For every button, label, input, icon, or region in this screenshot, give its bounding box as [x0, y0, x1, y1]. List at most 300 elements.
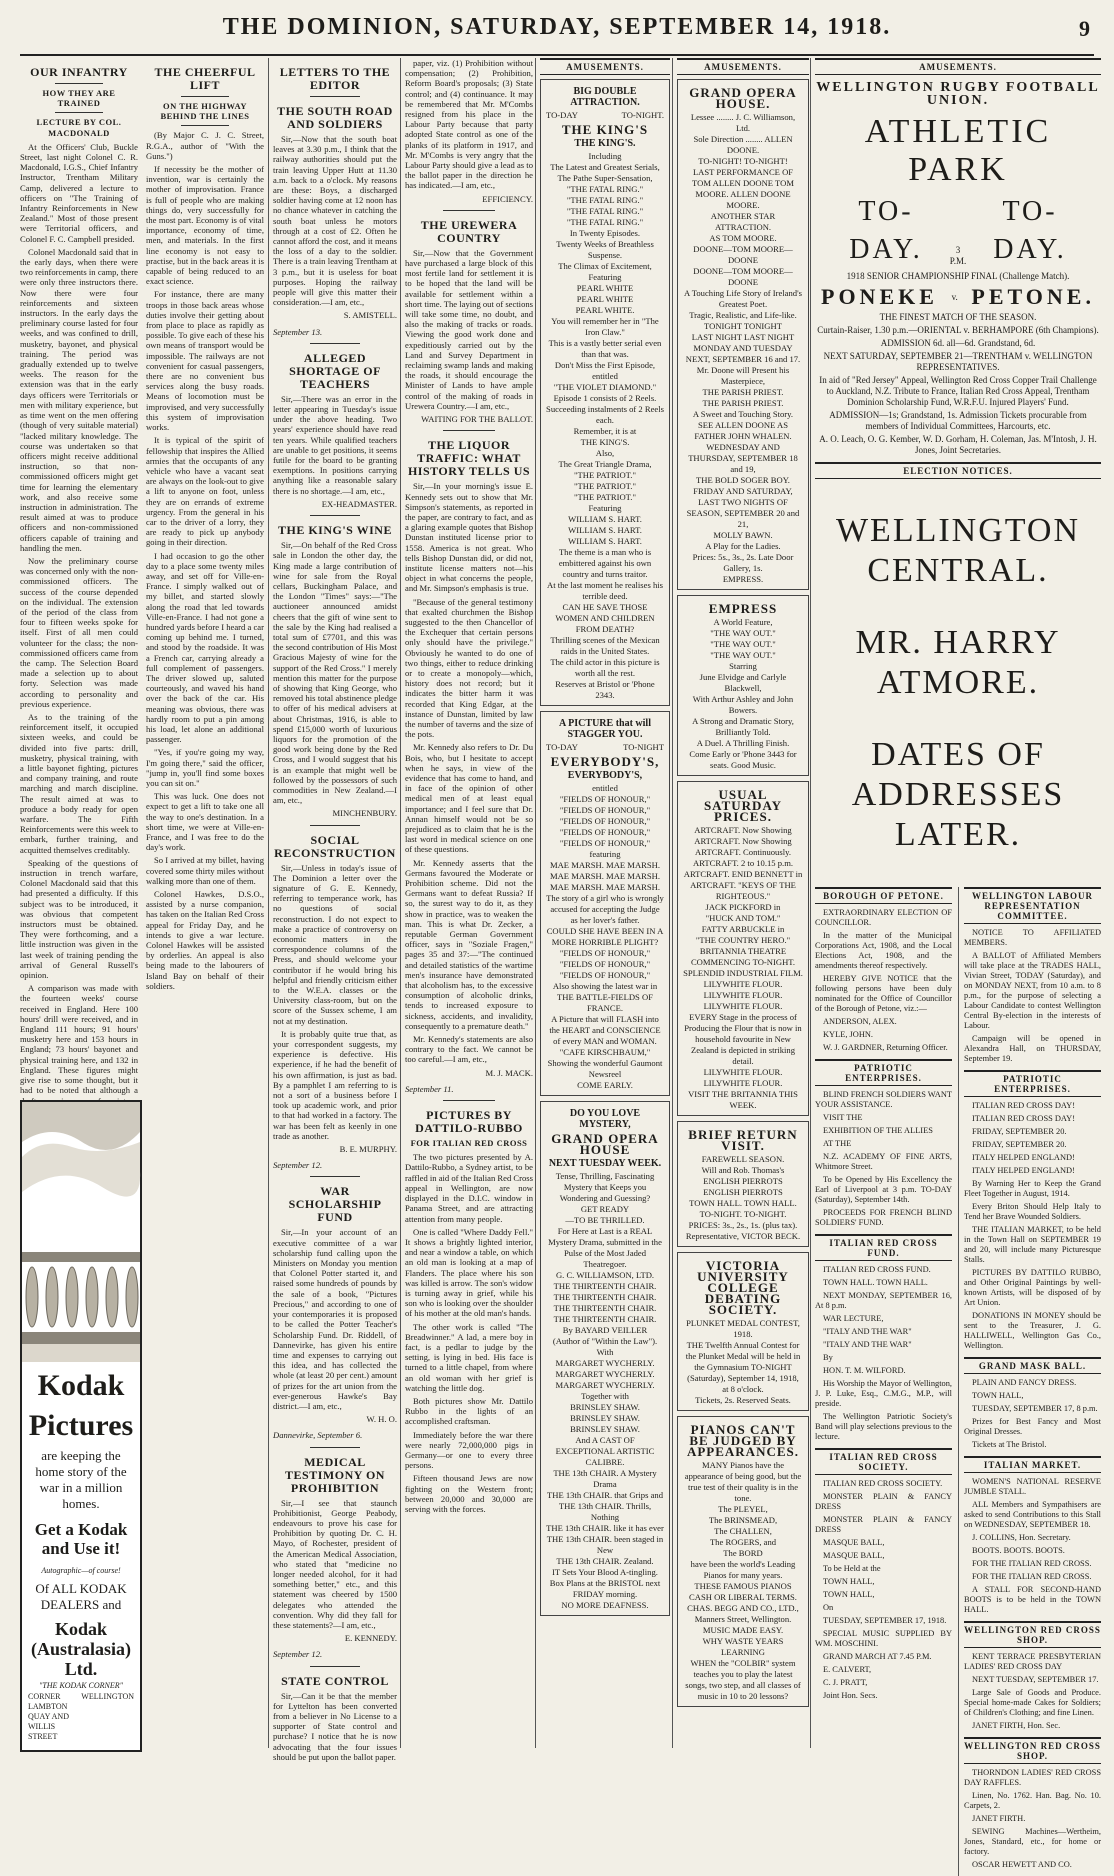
letter-date: Dannevirke, September 6.: [273, 1430, 363, 1441]
notice-title: ITALIAN RED CROSS FUND.: [815, 1234, 952, 1261]
advert-line: LAST NIGHT LAST NIGHT: [691, 332, 795, 343]
kodak-corner: "THE KODAK CORNER": [38, 1681, 124, 1690]
advert-line: PEARL WHITE: [576, 283, 634, 294]
letter-headline: WAR SCHOLARSHIP FUND: [288, 1184, 382, 1225]
advert-line: LILYWHITE FLOUR.: [703, 979, 783, 990]
notice-line: FOR THE ITALIAN RED CROSS.: [972, 1559, 1092, 1569]
notice-line: W. J. GARDNER, Returning Officer.: [823, 1043, 948, 1053]
advert-line: Will and Rob. Thomas's: [701, 1165, 785, 1176]
advert-line: TONIGHT TONIGHT: [704, 321, 782, 332]
advert-line: THE 13th CHAIR. like it has ever: [546, 1523, 664, 1534]
advert-line: The Pathe Super-Sensation,: [557, 173, 653, 184]
notice-line: PICTURES BY DATTILO RUBBO, and Other Original Paintings by well-known Artists, will be disposed of by Art Union.: [964, 1268, 1101, 1308]
rugby-note: In aid of "Red Jersey" Appeal, Wellington Red Cross Copper Trail Challenge to Auckland, N.Z. Tribute to France, Italian Red Cross Appeal, Trentham Dominion Scholarship Fund, W.R.F.U. Injured Players' Fund.: [819, 375, 1097, 408]
notice-title: ITALIAN MARKET.: [964, 1456, 1101, 1473]
advert-line: "THE WAY OUT.": [710, 639, 776, 650]
advert-line: The ROGERS, and: [709, 1537, 777, 1548]
notice-line: ITALY HELPED ENGLAND!: [972, 1153, 1075, 1163]
advert-line: And A CAST OF EXCEPTIONAL ARTISTIC CALIBRE.: [555, 1435, 655, 1468]
kodak-advertisement: [20, 1100, 142, 1752]
rugby-vs: v.: [951, 291, 958, 302]
advert-line: (Author of "Within the Law").: [552, 1336, 658, 1347]
divider: [181, 96, 228, 97]
advert-line: "THE FATAL RING.": [566, 217, 644, 228]
advert-line: "FIELDS OF HONOUR,": [559, 805, 651, 816]
column-letters-continued: [400, 58, 537, 1748]
paragraph: Sir,—Unless in today's issue of The Dominion a letter over the signature of G. E. Kennedy, referring to temperance work, has no questions of social reconstruction. I do not expect to make a practice of controversy on economic matters in the correspondence columns of the Press, and should welcome your contributor if he would bring his helpful and friendly criticism either to the W.E.A. classes or the University class-room, but on the score of the Sussex scheme, I am not at my destination.: [273, 862, 397, 1026]
rugby-note: ADMISSION—1s; Grandstand, 1s. Admission Tickets procurable from members of Individual Committees, Harcourts, etc.: [829, 410, 1087, 432]
letter-signature: M. J. MACK.: [485, 1067, 533, 1078]
notice-line: To be Opened by His Excellency the Earl of Liverpool at 3 p.m. TO-DAY (Saturday), September 14th.: [815, 1175, 952, 1205]
advert-line: CASH OR LIBERAL TERMS.: [689, 1592, 797, 1603]
notice-line: GRAND MARCH AT 7.45 P.M.: [823, 1652, 932, 1662]
amusement-advert: [677, 79, 809, 590]
advert-line: NO MORE DEAFNESS.: [561, 1600, 649, 1611]
notice-title: BOROUGH OF PETONE.: [815, 887, 952, 904]
advert-line: featuring: [589, 849, 621, 860]
rugby-notes: [815, 312, 1101, 456]
advert-line: JACK PICKFORD in: [705, 902, 781, 913]
advert-line: "THE PATRIOT.": [574, 470, 636, 481]
advert-line: "CAFE KIRSCHBAUM,": [559, 1047, 651, 1058]
advert-line: ARTCRAFT. 2 to 10.15 p.m.: [692, 858, 794, 869]
notice-line: ITALIAN RED CROSS SOCIETY.: [823, 1479, 943, 1489]
advert-title: EVERYBODY'S,: [550, 754, 660, 770]
advert-line: In Twenty Episodes.: [569, 228, 641, 239]
paragraph: "Because of the general testimony that exalted churchmen the Bishop suggested to the then Chancellor of the Exchequer that certain persons only should have the privilege." Obviously he wanted to do one of two things, either to reduce drinking or to create a monopoly—which, history does not record; but it indicates the bitter harm it was recorded that King Edgar, at the instance of Dunstan, limited by law the number of taverns and the size of the pots.: [405, 596, 533, 740]
kodak-title: Pictures: [28, 1409, 134, 1442]
advert-line: WILLIAM S. HART.: [568, 514, 642, 525]
advert-line: PEARL WHITE.: [575, 305, 635, 316]
column-cheerful-lift: [142, 58, 268, 1748]
advert-line: "THE FATAL RING.": [566, 195, 644, 206]
election-dates: DATES OF ADDRESSES LATER.: [851, 736, 1065, 854]
notice: [815, 1059, 952, 1228]
letter: [273, 825, 397, 1171]
notice-line: MONSTER PLAIN & FANCY DRESS: [815, 1515, 952, 1535]
divider: [55, 83, 102, 84]
notice-line: C. J. PRATT,: [823, 1678, 868, 1688]
advert-line: Reserves at Bristol or 'Phone 2343.: [555, 679, 655, 701]
notice-title: GRAND MASK BALL.: [964, 1357, 1101, 1374]
advert-line: A Duel. A Thrilling Finish.: [696, 738, 790, 749]
advert-line: "FIELDS OF HONOUR,": [559, 794, 651, 805]
advert-line: CAN HE SAVE THOSE WOMEN AND CHILDREN FROM DEATH?: [555, 602, 655, 635]
advert-line: Come Early or 'Phone 3443 for seats. Good Music.: [689, 749, 797, 771]
advert-row: [546, 742, 664, 753]
article-body: [20, 142, 138, 1150]
notice-line: ITALIAN RED CROSS DAY!: [972, 1101, 1076, 1111]
letter: [273, 1447, 397, 1660]
advert-line: "THE WAY OUT.": [710, 650, 776, 661]
advert-line: Thrilling scenes of the Mexican raids in the United States.: [550, 635, 660, 657]
paragraph: The other work is called "The Breadwinner." A lad, a mere boy in fact, is a pedlar to judge by the setting, is lying in bed. His face is turned to a little chapel, from where an old woman with her grief is watching the little dog.: [405, 1321, 533, 1393]
rugby-union: WELLINGTON RUGBY FOOTBALL UNION.: [816, 80, 1100, 109]
advert-line: MONDAY AND TUESDAY NEXT, SEPTEMBER 16 and 17.: [685, 343, 801, 365]
letter-date: September 13.: [273, 326, 323, 337]
notice-line: KYLE, JOHN.: [823, 1030, 874, 1040]
advert-line: ANOTHER STAR ATTRACTION.: [710, 211, 776, 233]
advert-line: AS TOM MOORE.: [709, 233, 777, 244]
advert-line: Starring: [729, 661, 757, 672]
advert-line: COULD SHE HAVE BEEN IN A MORE HORRIBLE PLIGHT?: [546, 926, 664, 948]
advert-line: FRIDAY AND SATURDAY, LAST TWO NIGHTS OF SEASON, SEPTEMBER 20 and 21,: [686, 486, 800, 530]
advert-line: ARTCRAFT. Continuously.: [695, 847, 791, 858]
advert-line: By BAYARD VEILLER: [562, 1325, 648, 1336]
paragraph: Fifteen thousand Jews are now fighting on the Western front; between 20,000 and 30,000 are serving with the forces.: [405, 1473, 533, 1514]
notice-line: EXTRAORDINARY ELECTION OF COUNCILLOR.: [815, 908, 952, 928]
advert-line: "THE PATRIOT.": [574, 481, 636, 492]
notice-line: Prizes for Best Fancy and Most Original Dresses.: [964, 1417, 1101, 1437]
notice-line: SPECIAL MUSIC SUPPLIED BY WM. MOSCHINI.: [815, 1629, 952, 1649]
notice-line: NEXT MONDAY, SEPTEMBER 16, At 8 p.m.: [815, 1291, 952, 1311]
advert-line: Including: [588, 151, 622, 162]
advert-line: "FIELDS OF HONOUR,": [559, 816, 651, 827]
advert-line: The BRINSMEAD,: [708, 1515, 778, 1526]
advert-line: LILYWHITE FLOUR.: [703, 1067, 783, 1078]
rugby-note: Curtain-Raiser, 1.30 p.m.—ORIENTAL v. BERHAMPORE (6th Champions).: [817, 325, 1099, 336]
notice-line: FRIDAY, SEPTEMBER 20.: [972, 1127, 1067, 1137]
advert-line: MOLLY BAWN.: [713, 530, 773, 541]
advert-line: Succeeding instalments of 2 Reels each.: [546, 404, 664, 426]
advert-title: THE KING'S: [561, 122, 649, 138]
advert-line: TO-NIGHT. TO-NIGHT.: [699, 1209, 787, 1220]
paragraph: Mr. Kennedy asserts that the Germans favoured the Moderate or Prohibition scheme. Did not the Germans want to defeat Russia? If so, the surest way to do it, as they show in practice, was to weaken the man. This is what Dr. Zecker, a reputable German Government officer, says in "Soziale Fragen," pages 35 and 37:—"The continued and detailed statistics of the wartime men's insurance have demonstrated that alcoholism has, to the excessive consumption of alcoholic drinks, tends to increased exposure to sickness, accidents, and invalidity, consequently to a premature death.": [405, 857, 533, 1031]
advert-line: TOWN HALL. TOWN HALL.: [689, 1198, 797, 1209]
notice-line: TOWN HALL. TOWN HALL.: [823, 1278, 928, 1288]
advert-line: MARGARET WYCHERLY.: [555, 1358, 655, 1369]
notice-line: AT THE: [823, 1139, 852, 1149]
advert-line: THE BOLD SOGER BOY.: [696, 475, 790, 486]
advert-line: PEARL WHITE: [576, 294, 634, 305]
notice-line: BLIND FRENCH SOLDIERS WANT YOUR ASSISTANCE.: [815, 1090, 952, 1110]
advert-line: THE 13th CHAIR. Zealand.: [556, 1556, 654, 1567]
paragraph: Sir,—Now that the south boat leaves at 3.30 p.m., I think that the railway authorities should put the train leaving Upper Hutt at 11.30 a.m. back to a o'clock. My reasons are these: Boys, a discharged soldier having come at 12 noon has no chance whatever in catching the south boat unless he motors through at a cost of £2. Often he cannot afford the cost, and it means the loss of a day to the soldier. There is a train leaving Trentham at 3 p.m., but it is useless for boat purposes. Hoping the railway people will give this matter their consideration.—I am, etc.,: [273, 134, 397, 308]
divider: [310, 1176, 360, 1177]
rugby-note: A. O. Leach, O. G. Kember, W. D. Gorham, H. Coleman, Jas. M'Intosh, J. H. Jones, Joint Secretaries.: [819, 434, 1097, 456]
advert-row: [546, 110, 664, 121]
advert-line: "THE FATAL RING.": [566, 184, 644, 195]
kodak-tagline: are keeping the home story of the war in a million homes.: [35, 1448, 127, 1511]
advert-title: VICTORIA UNIVERSITY COLLEGE DEBATING SOCIETY.: [697, 1258, 789, 1318]
advert-subtitle: THE KING'S.: [574, 138, 636, 150]
advert-line: Together with: [581, 1391, 629, 1402]
notice-line: ITALIAN RED CROSS FUND.: [823, 1265, 931, 1275]
advert-line: "THE COUNTRY HERO.": [695, 935, 791, 946]
notice-line: OSCAR HEWETT AND CO.: [972, 1860, 1072, 1870]
balustrade-illustration: [22, 1102, 140, 1362]
kodak-address-right: WELLINGTON: [81, 1692, 134, 1701]
section-label: AMUSEMENTS.: [677, 58, 809, 75]
rugby-note: NEXT SATURDAY, SEPTEMBER 21—TRENTHAM v. WELLINGTON REPRESENTATIVES.: [823, 351, 1093, 373]
rugby-today-row: [815, 193, 1101, 269]
notice-line: MASQUE BALL,: [823, 1538, 885, 1548]
letter: [273, 343, 397, 509]
article-body: [405, 481, 533, 1064]
paragraph: paper, viz. (1) Prohibition without compensation; (2) Prohibition, Reform Board's proposals; (3) State control; and (4) continuance. It may be remembered that Mr. M'Combs resigned from his place in the Labour Party because that party adopted State control as one of the planks of its platform in 1917, and Mr. M'Combs is very angry that the Labour Party should give a lead as to the ballot paper in the direction he has indicated.—I am, etc.,: [405, 58, 533, 191]
letter-date: September 12.: [273, 1160, 323, 1171]
advert-line: G. C. WILLIAMSON, LTD.: [555, 1270, 655, 1281]
advert-line: BRINSLEY SHAW.: [570, 1424, 640, 1435]
notice-title: PATRIOTIC ENTERPRISES.: [964, 1070, 1101, 1097]
paragraph: "Yes, if you're going my way, I'm going there," said the officer, "jump in, you'll find some boxes you can sit on.": [146, 747, 264, 788]
advert-line: Episode 1 consists of 2 Reels.: [553, 393, 657, 404]
notice-line: By Warning Her to Keep the Grand Fleet Together in August, 1914.: [964, 1179, 1101, 1199]
advert-line: THE 13th CHAIR. been staged in New: [546, 1534, 664, 1556]
notice-title: ITALIAN RED CROSS SOCIETY.: [815, 1448, 952, 1475]
advert-line: TOM ALLEN DOONE TOM: [692, 178, 794, 189]
notice-line: TOWN HALL,: [823, 1590, 875, 1600]
divider: [310, 1666, 360, 1667]
column-infantry: [20, 58, 142, 1094]
paragraph: Speaking of the questions of instruction in trench warfare, Colonel Macdonald said that this had presented a difficulty. If this subject was to be introduced, it was obvious that competent instructors must be obtained. They were forthcoming, and a little instruction was given in the last week of training pending the arrival of General Russell's opinion.: [20, 857, 138, 981]
advert-line: A Sweet and Touching Story.: [692, 409, 794, 420]
amusement-advert: [677, 781, 809, 1116]
notice-line: On: [823, 1603, 834, 1613]
advert-line: MAE MARSH. MAE MARSH.: [549, 882, 661, 893]
rugby-advertisement: [815, 81, 1101, 456]
notice-line: JANET FIRTH.: [972, 1814, 1026, 1824]
advert-subtitle: EVERYBODY'S,: [567, 770, 643, 782]
divider: [310, 96, 360, 97]
advert-line: BRITANNIA THEATRE COMMENCING TO-NIGHT.: [690, 946, 796, 968]
divider: [443, 430, 494, 431]
advert-subtitle: NEXT TUESDAY WEEK.: [548, 1158, 662, 1170]
notice-line: TOWN HALL,: [823, 1577, 875, 1587]
advert-line: MARGARET WYCHERLY.: [555, 1369, 655, 1380]
letters-list: [273, 96, 397, 1762]
advert-line: The PLEYEL,: [718, 1504, 768, 1515]
advert-line: COME EARLY.: [577, 1080, 633, 1091]
letter: [273, 1176, 397, 1440]
letter-signature: W. H. O.: [366, 1414, 397, 1425]
article-body: [405, 58, 533, 191]
advert-line: The Great Triangle Drama,: [558, 459, 652, 470]
advert-line: VISIT THE BRITANNIA THIS WEEK.: [688, 1089, 798, 1111]
column-letters: [268, 58, 401, 1762]
advert-top: A PICTURE that will STAGGER YOU.: [559, 718, 651, 741]
paragraph: Sir,—Now that the Government have purchased a large block of this most fertile land for settlement it is to be hoped that the land will be available for settlement within a short time. The laying out of sections will take some time, no doubt, and also the making of tracks or roads. Viewing the good work done and expeditiously carried out by the Land and Survey Department in reclaiming swamp lands and making the roads, it should encourage the Minister of Lands to have ample control of the making of roads in Urewera Country.—I am, etc.,: [405, 247, 534, 411]
column-notices: [810, 58, 1105, 1870]
advert-line: MAE MARSH. MAE MARSH.: [549, 871, 661, 882]
letter-date: September 11.: [405, 1083, 454, 1094]
advert-line: have been the world's Leading Pianos for many years.: [690, 1559, 796, 1581]
notice: [815, 1448, 952, 1701]
notice-line: WOMEN'S NATIONAL RESERVE JUMBLE STALL.: [964, 1477, 1101, 1497]
letter-headline: THE SOUTH ROAD AND SOLDIERS: [277, 104, 393, 131]
notice-line: JANET FIRTH, Hon. Sec.: [972, 1721, 1061, 1731]
advert-line: EMPRESS.: [722, 574, 764, 585]
notice-title: WELLINGTON LABOUR REPRESENTATION COMMITTEE.: [964, 887, 1101, 924]
letter-signature: WAITING FOR THE BALLOT.: [421, 414, 533, 425]
paragraph: This was luck. One does not expect to get a lift to take one all the way to one's destination. In a short time, we were at Ville-en-France, and I was free to do the day's work.: [146, 791, 264, 853]
footnote: Colonel Hawkes, D.S.O., assisted by a nurse companion, has taken on the Italian Red Cross appeal for Friday Day, and he intends to give a war lecture. Colonel Hawkes will be assisted by orderlies. An appeal is also being made to the labourers of Island Bay on behalf of their soldiers.: [146, 889, 264, 991]
notice-line: "ITALY AND THE WAR": [823, 1327, 912, 1337]
advert-line: IT Sets Your Blood A-tingling.: [552, 1567, 658, 1578]
advert-line: THE THIRTEENTH CHAIR.: [553, 1314, 657, 1325]
kodak-slogan: Autographic—of course!: [41, 1566, 121, 1575]
notice-line: NEXT TUESDAY, SEPTEMBER 17.: [972, 1675, 1099, 1685]
advert-line: CHAS. BEGG AND CO., LTD.,: [687, 1603, 799, 1614]
paragraph: Sir,—In your morning's issue E. Kennedy sets out to show that Mr. Simpson's statements, as reported in the paper, are contrary to fact, and as a glaring example quotes that Bishop Dunstan instituted license prior to 1558. America is not great. Who tells Bishop Dunstan did, or did not, institute license matters not—his object in what concerns the people, and Mr. Simpson's emphasis is true.: [405, 481, 533, 594]
advert-line: You will remember her in "The Iron Claw.": [551, 316, 659, 338]
rugby-team-1: PONEKE: [821, 284, 938, 310]
advert-line: The story of a girl who is wrongly accused for accepting the Judge as her lover's father.: [546, 893, 664, 926]
kodak-address-left: CORNER LAMBTON QUAY AND WILLIS STREET: [28, 1692, 69, 1741]
letter-signature: EFFICIENCY.: [482, 193, 533, 204]
paragraph: Colonel Macdonald said that in the early days, when there were two reinforcements in camp, there were only three instructors there. Now there were four reinforcements and sixteen instructors. In the early days the preliminary course lasted for four weeks, and was confined to drill, musketry, bayonet, and physical training. The period was gradually extended up to twelve weeks. The reason for the extension was that in the early days officers were Territorials or men with military experience, but as time went on the men offering (though of very suitable material) "lacked military knowledge. The course was undertaken so that officers might receive additional instruction, so that non-commissioned officers might get time for learning the elementary work, and also receive some instruction in administration. The result aimed at was to produce officers and non-commissioned officers capable of training and handling the men.: [20, 246, 138, 553]
advert-title: PIANOS CAN'T BE JUDGED BY APPEARANCES.: [686, 1422, 800, 1460]
advert-line: Also,: [595, 448, 615, 459]
notice-line: HON. T. M. WILFORD.: [823, 1366, 906, 1376]
masthead-title: THE DOMINION, SATURDAY, SEPTEMBER 14, 1918.: [222, 14, 892, 40]
advert-line: SEE ALLEN DOONE AS FATHER JOHN WHALEN.: [694, 420, 792, 442]
paragraph: The two pictures presented by A. Dattilo-Rubbo, a Sydney artist, to be raffled in aid of the Italian Red Cross appeal in Wellington, are now displayed in the D.I.C. window in Panama Street, and are attracting attention from many people.: [405, 1152, 533, 1224]
notice: [964, 1737, 1101, 1870]
divider: [310, 515, 360, 516]
notice-line: To be Held at the: [823, 1564, 881, 1574]
advert-list: [677, 79, 809, 1707]
advert-line: "FIELDS OF HONOUR,": [559, 827, 651, 838]
letter-headline: SOCIAL RECONSTRUCTION: [274, 832, 396, 860]
advert-line: THE THIRTEENTH CHAIR.: [553, 1292, 657, 1303]
advert-line: This is a vastly better serial even than that was.: [548, 338, 662, 360]
notice-line: J. COLLINS, Hon. Secretary.: [972, 1533, 1071, 1543]
advert-line: The Latest and Greatest Serials,: [550, 162, 660, 173]
notice-line: WAR LECTURE,: [823, 1314, 884, 1324]
advert-line: LAST PERFORMANCE OF: [692, 167, 794, 178]
advert-line: THE PARISH PRIEST.: [702, 398, 784, 409]
notices-left: [815, 887, 952, 1876]
paragraph: Now the preliminary course was concerned only with the non-commissioned officers. The success of the course depended on the individual. The extension of the period of the class from four to fifteen weeks spoke for itself. First of all men could volunteer for the class; the non-commissioned officers came from the camp. The Selection Board made a selection up to about forty. Selection was made according to personality and previous experience.: [20, 555, 138, 709]
letter-headline: ALLEGED SHORTAGE OF TEACHERS: [289, 350, 381, 391]
advert-line: "THE VIOLET DIAMOND.": [553, 382, 657, 393]
letter-signature: S. AMISTELL.: [343, 310, 397, 321]
notice-title: PATRIOTIC ENTERPRISES.: [815, 1059, 952, 1086]
rugby-today-left: TO-DAY.: [849, 196, 923, 266]
notice-line: DONATIONS IN MONEY should be sent to the Treasurer, J. G. HALLIWELL, Wellington Gas Co., Wellington.: [964, 1311, 1101, 1351]
advert-line: A Picture that will FLASH into the HEART and CONSCIENCE of every MAN and WOMAN.: [549, 1014, 661, 1047]
advert-line: WILLIAM S. HART.: [568, 536, 642, 547]
letter-signature: B. E. MURPHY.: [339, 1144, 397, 1155]
notice-line: THE ITALIAN MARKET, to be held in the Town Hall on SEPTEMBER 19 and 20, will include many Picturesque Stalls.: [964, 1225, 1101, 1265]
advert-line: Tickets, 2s. Reserved Seats.: [695, 1395, 791, 1406]
paragraph: Both pictures show Mr. Dattilo Rubbo in the lights of an accomplished craftsman.: [405, 1395, 533, 1427]
notice-line: NOTICE TO AFFILIATED MEMBERS.: [964, 928, 1101, 948]
article-headline: PICTURES BY DATTILO-RUBBO: [415, 1108, 523, 1136]
advert-line: "THE PATRIOT.": [574, 492, 636, 503]
amusement-advert: [677, 1121, 809, 1247]
advert-line: A Touching Life Story of Ireland's Greatest Poet.: [684, 288, 802, 310]
article-body: [405, 1152, 533, 1514]
advert-line: A Play for the Ladies.: [705, 541, 781, 552]
advert-line: A Strong and Dramatic Story, Brilliantly Told.: [692, 716, 794, 738]
advert-line: MOORE. ALLEN DOONE MOORE.: [695, 189, 791, 211]
amusement-advert: [677, 1416, 809, 1707]
advert-line: "HUCK AND TOM.": [705, 913, 781, 924]
notice-line: MASQUE BALL,: [823, 1551, 885, 1561]
divider: [443, 1100, 494, 1101]
advert-line: THE THIRTEENTH CHAIR.: [553, 1281, 657, 1292]
masthead: [20, 14, 1094, 56]
advert-line: "FIELDS OF HONOUR,": [559, 948, 651, 959]
letter-headline: MEDICAL TESTIMONY ON PROHIBITION: [285, 1454, 385, 1495]
notice-title: WELLINGTON RED CROSS SHOP.: [964, 1737, 1101, 1764]
divider: [55, 112, 102, 113]
advert-line: PRICES: 3s., 2s., 1s. (plus tax).: [688, 1220, 798, 1231]
notice-line: ALL Members and Sympathisers are asked to send Contributions to this Stall on WEDNESDAY, SEPTEMBER 18.: [964, 1500, 1101, 1530]
notice-line: FOR THE ITALIAN RED CROSS.: [972, 1572, 1092, 1582]
advert-line: "FIELDS OF HONOUR,": [559, 970, 651, 981]
rugby-today-right: TO-DAY.: [993, 196, 1067, 266]
paragraph: A comparison was made with the fourteen weeks' course received in England. Here 100 hours' drill were received, and in England 111 hours; 91 hours' musketry here and 153 hours in England; 73 hours' bayonet and physical training here, and 132 in England. These figures might give rise to some thought, but it had to be noted that although a: [20, 983, 138, 1096]
notice: [964, 1070, 1101, 1351]
advert-line: Box Plans at the BRISTOL next FRIDAY morning.: [549, 1578, 661, 1600]
advert-line: Twenty Weeks of Breathless Suspense.: [556, 239, 654, 261]
notice-line: TUESDAY, SEPTEMBER 17, 8 p.m.: [972, 1404, 1098, 1414]
rugby-teams: [815, 284, 1101, 310]
advert-line: With: [596, 1347, 614, 1358]
paragraph: So I arrived at my billet, having covered some thirty miles without walking more than one of them.: [146, 855, 264, 886]
notice-line: ITALY HELPED ENGLAND!: [972, 1166, 1075, 1176]
notice-line: EXHIBITION OF THE ALLIES: [823, 1126, 933, 1136]
rugby-park: ATHLETIC PARK: [864, 113, 1052, 189]
rugby-final: 1918 SENIOR CHAMPIONSHIP FINAL (Challenge Match).: [846, 271, 1070, 282]
advert-line: THE 13th CHAIR. Thrills, Nothing: [558, 1501, 652, 1523]
paragraph: For instance, there are many troops in those back areas whose duties involve their getting about from place to place as rapidly as possible. To give each of these his own means of transport would be impossible. The railways are not convenient for casual passengers, there are no convenient bus services along the busy roads. Means of locomotion must be improvised, and very successfully this system of improvisation works.: [146, 289, 264, 433]
kodak-address: [24, 1692, 138, 1742]
paragraph: Sir,—In your account of an executive committee of a war scholarship fund calling upon the Ministers on Monday you mention that Colonel Potter started it, and raised some hundreds of pounds by the sale of a book, "Pictures Precious," and according to one of your contemporaries it is proposed to be called the Potter Teacher's Scholarship Fund. Dr. Riddell, of Dannevirke, has given his entire time and expenses to carrying out this idea, and has collected the whole (at least 20 per cent.) amount of prizes for the art union from the ever-generous Hawke's Bay district.—I am, etc.,: [273, 1227, 397, 1411]
advert-line: Mr. Doone will Present his Masterpiece,: [696, 365, 790, 387]
advert-line: MUSIC MADE EASY.: [702, 1625, 784, 1636]
advert-line: Tragic, Realistic, and Life-like.: [689, 310, 797, 321]
notice-line: HEREBY GIVE NOTICE that the following persons have been duly nominated for the Office of Councillor of the Borough of Petone, viz.:—: [815, 974, 952, 1014]
advert-line: Tense, Thrilling, Fascinating Mystery that Keeps you Wondering and Guessing?: [555, 1171, 655, 1204]
advert-line: THE THIRTEENTH CHAIR.: [553, 1303, 657, 1314]
advert-line: PLUNKET MEDAL CONTEST, 1918.: [686, 1318, 800, 1340]
advert-line: Don't Miss the First Episode, entitled: [554, 360, 656, 382]
advert-line: "FIELDS OF HONOUR,": [559, 838, 651, 849]
article-body: [146, 164, 264, 886]
paragraph: If necessity be the mother of invention, war is certainly the mother of improvisation. France is full of people who are making things do, very successfully for the most part. Economy is of vital importance, economy of time, men, and materials. In the first line economy is not easy to practise, but in the back areas it is capable of being reduced to an exact science.: [146, 164, 264, 287]
advert-line: ENGLISH PIERROTS: [703, 1176, 783, 1187]
notice-line: PROCEEDS FOR FRENCH BLIND SOLDIERS' FUND.: [815, 1208, 952, 1228]
kodak-cta: Get a Kodak and Use it!: [34, 1520, 128, 1558]
notice-line: FRIDAY, SEPTEMBER 20.: [972, 1140, 1067, 1150]
amusement-advert: [677, 1252, 809, 1411]
advert-line: ENGLISH PIERROTS: [703, 1187, 783, 1198]
letter-signature: EX-HEADMASTER.: [321, 498, 397, 509]
advert-right: TO-NIGHT: [623, 742, 664, 753]
advert-line: WHY WASTE YEARS LEARNING: [702, 1636, 784, 1658]
paragraph: At the Officers' Club, Buckle Street, last night Colonel C. R. Macdonald, I.G.S., Chief Infantry Instructor, Trentham Military Camp, delivered a lecture to officers on "The Training of Infantry Reinforcements in New Zealand." Most of those present were Territorial officers, and Colonel F. C. Campbell presided.: [20, 141, 138, 244]
advert-line: Prices: 5s., 3s., 2s. Late Door Gallery, 1s.: [692, 552, 794, 574]
letter-date: September 12.: [273, 1649, 323, 1660]
advert-line: BRINSLEY SHAW.: [570, 1402, 640, 1413]
advert-line: Representative, VICTOR BECK.: [685, 1231, 801, 1242]
notice-line: His Worship the Mayor of Wellington, J. P. Luke, Esq., C.M.G., M.P., will preside.: [815, 1379, 952, 1409]
advert-line: ARTCRAFT. Now Showing: [694, 825, 792, 836]
notice: [964, 1456, 1101, 1615]
notice-line: Campaign will be opened in Alexandra Hall, on THURSDAY, September 19.: [964, 1034, 1101, 1064]
letter-signature: MINCHENBURY.: [332, 808, 397, 819]
advert-line: THE KING'S.: [580, 437, 630, 448]
letter-headline: THE UREWERA COUNTRY: [420, 217, 518, 245]
byline: (By Major C. J. C. Street, R.G.A., author of "With the Guns."): [146, 130, 264, 161]
paragraph: As to the training of the reinforcement itself, it occupied sixteen weeks, and could be divided into five parts: drill, musketry, physical training, with a little bayonet fighting, pictures and company training, and route marching and march discipline. The result aimed at was to produce a body ready for open warfare. The Fifth Reinforcements were this week to embark, further training, and acquitted themselves creditably.: [20, 711, 138, 855]
notice: [815, 1234, 952, 1442]
advert-line: The CHALLEN,: [714, 1526, 772, 1537]
